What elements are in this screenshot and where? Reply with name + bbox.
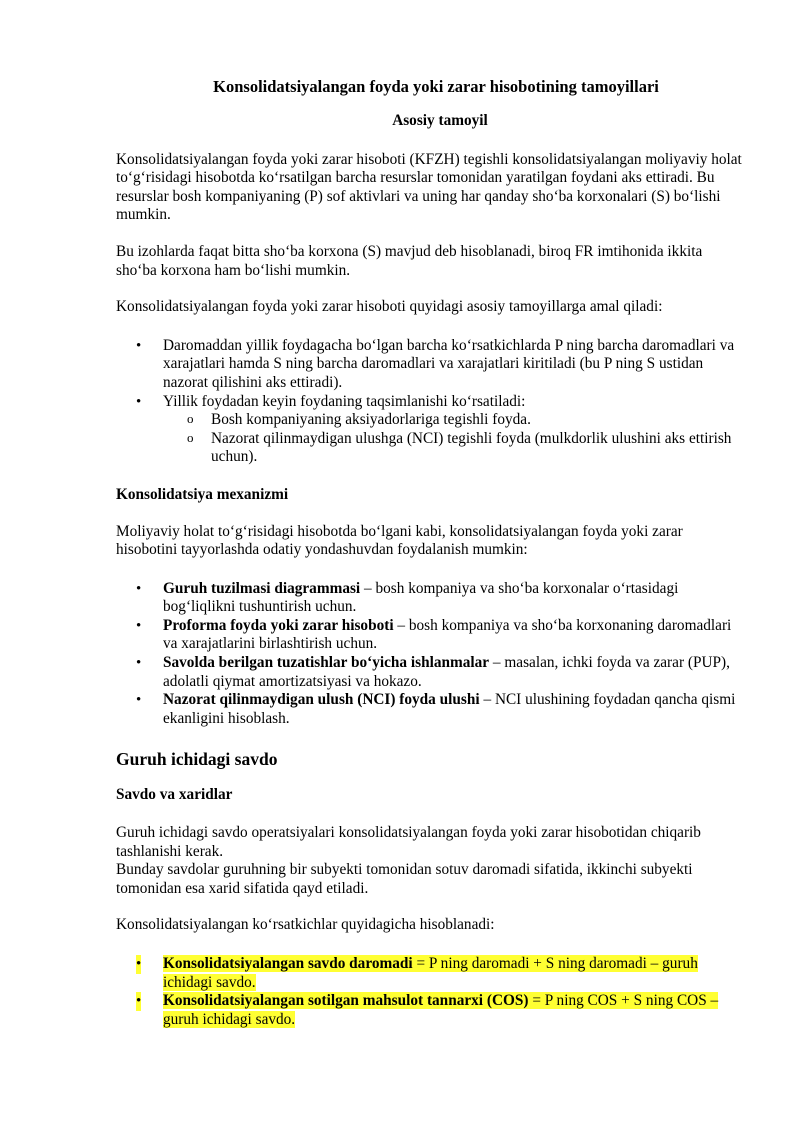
list-item: • Nazorat qilinmaydigan ulush (NCI) foyda ulushi – NCI ulushining foydadan qancha qismi ekanligini hisoblash. bbox=[116, 691, 744, 728]
subtitle: Asosiy tamoyil bbox=[392, 112, 488, 129]
list-item bbox=[116, 992, 744, 1029]
list-item: • Savolda berilgan tuzatishlar bo‘yicha ishlanmalar – masalan, ichki foyda va zarar (PUP), adolatli qiymat amortizatsiyasi va hokazo. bbox=[116, 654, 744, 691]
sublist-item: o Nazorat qilinmaydigan ulushga (NCI) tegishli foyda (mulkdorlik ulushini aks ettirish uchun). bbox=[163, 430, 744, 467]
list-item: • Proforma foyda yoki zarar hisoboti – bosh kompaniya va sho‘ba korxonaning daromadlari va xarajatlarini birlashtirish uchun. bbox=[116, 617, 744, 654]
list-item: • Daromaddan yillik foydagacha bo‘lgan barcha ko‘rsatkichlarda P ning barcha daromadlari va xarajatlari hamda S ning barcha daromadlari va xarajatlari kiritiladi (bu P ning S ustidan nazorat qilishini aks ettiradi). bbox=[116, 337, 744, 393]
list-item: • Yillik foydadan keyin foydaning taqsimlanishi ko‘rsatiladi: o Bosh kompaniyaning aksiyadorlariga tegishli foyda. o Nazorat qilinmaydigan ulushga (NCI) tegishli foyda (mulkdorlik ulushini aks ettirish uchun). bbox=[116, 393, 744, 467]
paragraph-intro: Konsolidatsiyalangan foyda yoki zarar hisoboti (KFZH) tegishli konsolidatsiyalangan moliyaviy holat to‘g‘risidagi hisobotda ko‘rsatilgan barcha resurslar tomonidan yaratilgan foydani aks ettiradi. Bu resurslar bosh kompaniyaning (P) sof aktivlari va uning har qanday sho‘ba korxonalari (S) bo‘lishi mumkin. bbox=[116, 150, 742, 224]
paragraph-calc-intro: Konsolidatsiyalangan ko‘rsatkichlar quyidagicha hisoblanadi: bbox=[116, 916, 495, 934]
sublist bbox=[163, 411, 744, 467]
paragraph-principles-intro: Konsolidatsiyalangan foyda yoki zarar hisoboti quyidagi asosiy tamoyillarga amal qiladi: bbox=[116, 298, 663, 316]
calc-list bbox=[116, 955, 744, 1029]
section-heading-trade: Savdo va xaridlar bbox=[116, 786, 233, 804]
highlight: Konsolidatsiyalangan sotilgan mahsulot tannarxi (COS) = P ning COS + S ning COS – guruh ichidagi savdo. bbox=[163, 992, 719, 1028]
heading-group-trade: Guruh ichidagi savdo bbox=[116, 749, 278, 770]
section-heading-mechanism: Konsolidatsiya mexanizmi bbox=[116, 485, 289, 503]
mechanism-list bbox=[116, 580, 744, 729]
document-title: Konsolidatsiyalangan foyda yoki zarar hisobotining tamoyillari bbox=[213, 77, 659, 96]
document-page bbox=[116, 76, 744, 1029]
sublist-item: o Bosh kompaniyaning aksiyadorlariga tegishli foyda. bbox=[163, 411, 744, 430]
paragraph-mechanism: Moliyaviy holat to‘g‘risidagi hisobotda bo‘lgani kabi, konsolidatsiyalangan foyda yoki zarar hisobotini tayyorlashda odatiy yondashuvdan foydalanish mumkin: bbox=[116, 522, 683, 559]
highlight: Konsolidatsiyalangan savdo daromadi = P ning daromadi + S ning daromadi – guruh ichidagi savdo. bbox=[163, 955, 698, 991]
list-item bbox=[116, 955, 744, 992]
paragraph-trade-elimination: Guruh ichidagi savdo operatsiyalari konsolidatsiyalangan foyda yoki zarar hisobotidan chiqarib tashlanishi kerak. bbox=[116, 824, 701, 860]
list-item: • Guruh tuzilmasi diagrammasi – bosh kompaniya va sho‘ba korxonalar o‘rtasidagi bog‘liqlikni tushuntirish uchun. bbox=[116, 580, 744, 617]
principles-list bbox=[116, 337, 744, 467]
paragraph-trade-recording: Bunday savdolar guruhning bir subyekti tomonidan sotuv daromadi sifatida, ikkinchi subyekti tomonidan esa xarid sifatida qayd etiladi. bbox=[116, 861, 693, 897]
paragraph-assumption: Bu izohlarda faqat bitta sho‘ba korxona (S) mavjud deb hisoblanadi, biroq FR imtihonida ikkita sho‘ba korxona ham bo‘lishi mumkin. bbox=[116, 242, 703, 279]
